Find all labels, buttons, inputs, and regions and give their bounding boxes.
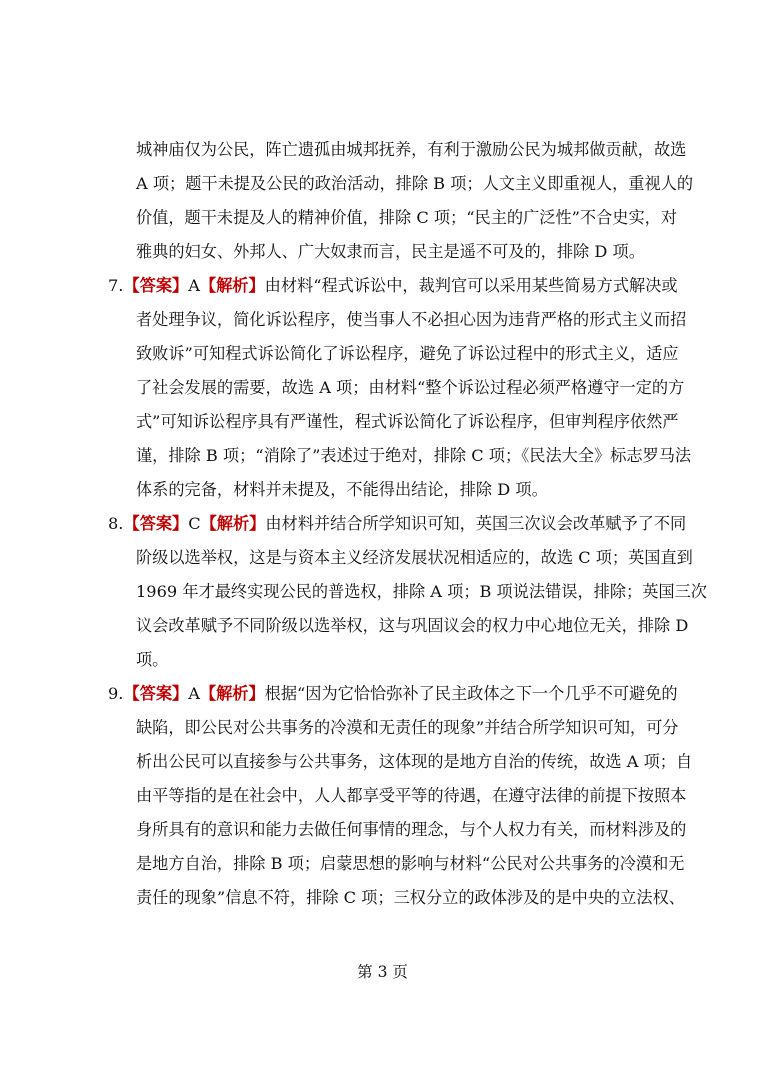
intro-line: 城神庙仅为公民，阵亡遗孤由城邦抚养，有利于激励公民为城邦做贡献，故选 (136, 140, 687, 159)
item-first-line (108, 684, 678, 704)
analysis-line: 议会改革赋予不同阶级以选举权，这与巩固议会的权力中心地位无关，排除 D (136, 616, 689, 635)
analysis-line: 由平等指的是在社会中，人人都享受平等的待遇，在遵守法律的前提下按照本 (136, 786, 687, 805)
answer-tag: 【答案】 (123, 276, 189, 295)
answer-tag: 【答案】 (123, 684, 189, 703)
intro-line: 价值，题干未提及人的精神价值，排除 C 项；“民主的广泛性”不合史实，对 (136, 208, 678, 227)
answer-tag: 【答案】 (123, 514, 189, 533)
answer-value: A (188, 684, 200, 703)
analysis-line: 了社会发展的需要，故选 A 项；由材料“整个诉讼过程必须严格遵守一定的方 (136, 378, 685, 397)
analysis-line: 式”可知诉讼程序具有严谨性，程式诉讼简化了诉讼程序，但审判程序依然严 (136, 412, 679, 431)
analysis-line: 是地方自治，排除 B 项；启蒙思想的影响与材料“公民对公共事务的冷漠和无 (136, 854, 685, 873)
answer-value: A (188, 276, 200, 295)
page-number: 第 3 页 (357, 963, 408, 981)
analysis-tag: 【解析】 (200, 514, 266, 533)
analysis-text: 由材料并结合所学知识可知，英国三次议会改革赋予了不同 (265, 514, 687, 533)
analysis-line: 析出公民可以直接参与公共事务，这体现的是地方自治的传统，故选 A 项；自 (136, 752, 693, 771)
analysis-line: 阶级以选举权，这是与资本主义经济发展状况相适应的，故选 C 项；英国直到 (136, 548, 693, 567)
analysis-line: 责任的现象”信息不符，排除 C 项；三权分立的政体涉及的是中央的立法权、 (136, 888, 685, 907)
intro-line: 雅典的妇女、外邦人、广大奴隶而言，民主是遥不可及的，排除 D 项。 (136, 242, 645, 261)
item-number: 8. (108, 514, 124, 533)
analysis-line: 体系的完备，材料并未提及，不能得出结论，排除 D 项。 (136, 480, 548, 499)
item-number: 9. (108, 684, 124, 703)
analysis-tag: 【解析】 (199, 684, 265, 703)
analysis-line: 项。 (136, 650, 169, 669)
analysis-tag: 【解析】 (199, 276, 265, 295)
analysis-text: 由材料“程式诉讼中，裁判官可以采用某些简易方式解决或 (264, 276, 678, 295)
answer-value: C (188, 514, 201, 533)
analysis-line: 致败诉”可知程式诉讼简化了诉讼程序，避免了诉讼过程中的形式主义，适应 (136, 344, 679, 363)
analysis-line: 身所具有的意识和能力去做任何事情的理念，与个人权力有关，而材料涉及的 (136, 820, 687, 839)
item-first-line (108, 276, 678, 296)
analysis-text: 根据“因为它恰恰弥补了民主政体之下一个几乎不可避免的 (264, 684, 678, 703)
analysis-line: 1969 年才最终实现公民的普选权，排除 A 项；B 项说法错误，排除；英国三次 (136, 582, 707, 601)
analysis-line: 者处理争议，简化诉讼程序，使当事人不必担心因为违背严格的形式主义而招 (136, 310, 687, 329)
intro-line: A 项；题干未提及公民的政治活动，排除 B 项；人文主义即重视人，重视人的 (136, 174, 694, 193)
analysis-line: 谨，排除 B 项；“消除了”表述过于绝对，排除 C 项；《民法大全》标志罗马法 (136, 446, 692, 465)
item-first-line (108, 514, 686, 534)
analysis-line: 缺陷，即公民对公共事务的冷漠和无责任的现象”并结合所学知识可知，可分 (136, 718, 679, 737)
item-number: 7. (108, 276, 124, 295)
